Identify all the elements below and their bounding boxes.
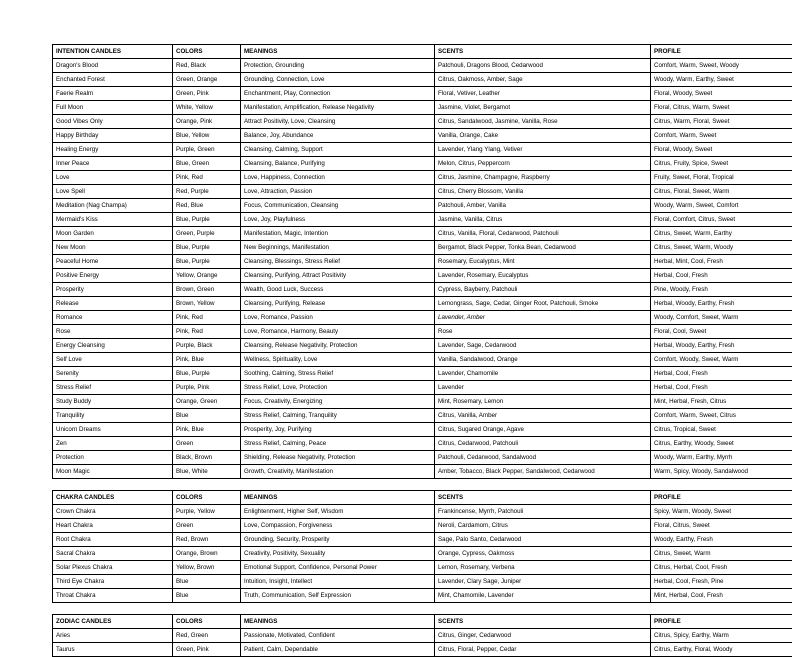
column-header: CHAKRA CANDLES: [53, 491, 173, 505]
table-zodiac-candles: [52, 614, 792, 657]
column-header: MEANINGS: [241, 615, 435, 629]
table-row: [53, 87, 792, 101]
table-cell: Cypress, Bayberry, Patchouli: [435, 283, 651, 297]
table-cell: Rose: [435, 325, 651, 339]
column-header: COLORS: [173, 615, 241, 629]
table-row: [53, 409, 792, 423]
table-cell: Citrus, Floral, Sweet, Warm: [651, 185, 792, 199]
table-cell: Citrus, Sweet, Warm: [651, 547, 792, 561]
candle-name-cell: Romance: [53, 311, 173, 325]
table-cell: Citrus, Warm, Floral, Sweet: [651, 115, 792, 129]
candle-name-cell: Dragon's Blood: [53, 59, 173, 73]
table-row: [53, 101, 792, 115]
table-cell: Citrus, Cedarwood, Patchouli: [435, 437, 651, 451]
table-cell: Grounding, Connection, Love: [241, 73, 435, 87]
column-header: ZODIAC CANDLES: [53, 615, 173, 629]
table-cell: Lemongrass, Sage, Cedar, Ginger Root, Patchouli, Smoke: [435, 297, 651, 311]
table-row: [53, 283, 792, 297]
table-cell: Wellness, Spirituality, Love: [241, 353, 435, 367]
candle-name-cell: Solar Plexus Chakra: [53, 561, 173, 575]
table-cell: Amber, Tobacco, Black Pepper, Sandalwood, Cedarwood: [435, 465, 651, 479]
table-cell: Floral, Citrus, Sweet: [651, 519, 792, 533]
table-cell: Citrus, Cherry Blossom, Vanilla: [435, 185, 651, 199]
table-cell: Focus, Communication, Cleansing: [241, 199, 435, 213]
table-cell: Green, Pink: [173, 643, 241, 657]
table-cell: Stress Relief, Calming, Tranquility: [241, 409, 435, 423]
table-cell: Neroli, Cardamom, Citrus: [435, 519, 651, 533]
table-cell: Mint, Herbal, Fresh, Citrus: [651, 395, 792, 409]
candle-name-cell: Inner Peace: [53, 157, 173, 171]
table-row: [53, 185, 792, 199]
table-cell: Woody, Earthy, Fresh: [651, 533, 792, 547]
table-cell: Patchouli, Dragons Blood, Cedarwood: [435, 59, 651, 73]
table-cell: Citrus, Herbal, Cool, Fresh: [651, 561, 792, 575]
table-cell: Herbal, Cool, Fresh: [651, 269, 792, 283]
table-cell: Truth, Communication, Self Expression: [241, 589, 435, 603]
candle-name-cell: New Moon: [53, 241, 173, 255]
table-cell: Patchouli, Cedarwood, Sandalwood: [435, 451, 651, 465]
table-cell: Love, Romance, Harmony, Beauty: [241, 325, 435, 339]
table-cell: Floral, Citrus, Warm, Sweet: [651, 101, 792, 115]
table-cell: Blue, Purple: [173, 213, 241, 227]
candle-name-cell: Tranquility: [53, 409, 173, 423]
table-row: [53, 519, 792, 533]
table-row: [53, 59, 792, 73]
table-cell: Pink, Red: [173, 311, 241, 325]
table-cell: Mint, Rosemary, Lemon: [435, 395, 651, 409]
table-row: [53, 143, 792, 157]
table-cell: Brown, Yellow: [173, 297, 241, 311]
candle-name-cell: Mermaid's Kiss: [53, 213, 173, 227]
table-cell: Green, Purple: [173, 227, 241, 241]
table-cell: Spicy, Warm, Woody, Sweet: [651, 505, 792, 519]
candle-name-cell: Moon Garden: [53, 227, 173, 241]
table-cell: Mint, Chamomile, Lavender: [435, 589, 651, 603]
table-row: [53, 629, 792, 643]
table-cell: Cleansing, Balance, Purifying: [241, 157, 435, 171]
table-row: [53, 297, 792, 311]
table-cell: Love, Romance, Passion: [241, 311, 435, 325]
table-cell: Herbal, Cool, Fresh, Pine: [651, 575, 792, 589]
table-row: [53, 423, 792, 437]
table-cell: Blue, White: [173, 465, 241, 479]
candle-name-cell: Third Eye Chakra: [53, 575, 173, 589]
candle-name-cell: Love Spell: [53, 185, 173, 199]
candle-name-cell: Energy Cleansing: [53, 339, 173, 353]
table-cell: Blue, Yellow: [173, 129, 241, 143]
table-cell: Blue, Purple: [173, 255, 241, 269]
table-cell: Patchouli, Amber, Vanilla: [435, 199, 651, 213]
candle-name-cell: Love: [53, 171, 173, 185]
table-row: [53, 157, 792, 171]
table-row: [53, 227, 792, 241]
column-header: PROFILE: [651, 45, 792, 59]
table-header-row: [53, 45, 792, 59]
candle-name-cell: Prosperity: [53, 283, 173, 297]
column-header: MEANINGS: [241, 491, 435, 505]
table-cell: Herbal, Woody, Earthy, Fresh: [651, 297, 792, 311]
table-cell: Pink, Red: [173, 171, 241, 185]
table-cell: Love, Attraction, Passion: [241, 185, 435, 199]
table-intention-candles: [52, 44, 792, 479]
candle-name-cell: Faerie Realm: [53, 87, 173, 101]
candle-name-cell: Peaceful Home: [53, 255, 173, 269]
column-header: COLORS: [173, 491, 241, 505]
table-cell: Citrus, Oakmoss, Amber, Sage: [435, 73, 651, 87]
table-cell: Citrus, Sweet, Warm, Woody: [651, 241, 792, 255]
table-cell: Citrus, Vanilla, Amber: [435, 409, 651, 423]
candle-name-cell: Taurus: [53, 643, 173, 657]
table-cell: Red, Blue: [173, 199, 241, 213]
table-cell: Purple, Yellow: [173, 505, 241, 519]
column-header: SCENTS: [435, 615, 651, 629]
table-row: [53, 339, 792, 353]
table-cell: Rosemary, Eucalyptus, Mint: [435, 255, 651, 269]
candle-name-cell: Throat Chakra: [53, 589, 173, 603]
table-cell: Blue: [173, 409, 241, 423]
table-cell: Woody, Warm, Sweet, Comfort: [651, 199, 792, 213]
table-row: [53, 561, 792, 575]
table-cell: Lavender, Sage, Cedarwood: [435, 339, 651, 353]
table-cell: Citrus, Vanilla, Floral, Cedarwood, Patchouli: [435, 227, 651, 241]
table-cell: Melon, Citrus, Peppercorn: [435, 157, 651, 171]
candle-name-cell: Study Buddy: [53, 395, 173, 409]
table-row: [53, 129, 792, 143]
table-spacer: [52, 603, 744, 614]
table-row: [53, 241, 792, 255]
table-cell: Blue: [173, 589, 241, 603]
table-cell: Floral, Cool, Sweet: [651, 325, 792, 339]
table-row: [53, 213, 792, 227]
table-cell: Yellow, Brown: [173, 561, 241, 575]
table-cell: Floral, Comfort, Citrus, Sweet: [651, 213, 792, 227]
table-cell: Stress Relief, Love, Protection: [241, 381, 435, 395]
table-cell: Purple, Green: [173, 143, 241, 157]
table-cell: New Beginnings, Manifestation: [241, 241, 435, 255]
table-cell: Grounding, Security, Prosperity: [241, 533, 435, 547]
table-row: [53, 325, 792, 339]
table-row: [53, 547, 792, 561]
table-row: [53, 465, 792, 479]
table-cell: Prosperity, Joy, Purifying: [241, 423, 435, 437]
table-cell: Red, Purple: [173, 185, 241, 199]
table-spacer: [52, 479, 744, 490]
table-cell: Comfort, Warm, Sweet: [651, 129, 792, 143]
table-cell: Purple, Black: [173, 339, 241, 353]
table-cell: Passionate, Motivated, Confident: [241, 629, 435, 643]
table-cell: Green, Pink: [173, 87, 241, 101]
table-cell: Frankincense, Myrrh, Patchouli: [435, 505, 651, 519]
table-cell: Citrus, Sugared Orange, Agave: [435, 423, 651, 437]
table-cell: Citrus, Fruity, Spice, Sweet: [651, 157, 792, 171]
table-cell: Lavender, Clary Sage, Juniper: [435, 575, 651, 589]
table-cell: Citrus, Floral, Pepper, Cedar: [435, 643, 651, 657]
table-cell: Orange, Pink: [173, 115, 241, 129]
table-cell: Enchantment, Play, Connection: [241, 87, 435, 101]
candle-name-cell: Full Moon: [53, 101, 173, 115]
table-cell: Citrus, Tropical, Sweet: [651, 423, 792, 437]
table-cell: Pink, Blue: [173, 353, 241, 367]
table-cell: Pine, Woody, Fresh: [651, 283, 792, 297]
table-row: [53, 381, 792, 395]
table-cell: Floral, Woody, Sweet: [651, 143, 792, 157]
table-row: [53, 643, 792, 657]
table-cell: Blue, Green: [173, 157, 241, 171]
table-cell: Lavender, Rosemary, Eucalyptus: [435, 269, 651, 283]
table-row: [53, 437, 792, 451]
table-cell: Cleansing, Calming, Support: [241, 143, 435, 157]
table-chakra-candles: [52, 490, 792, 603]
table-cell: Intuition, Insight, Intellect: [241, 575, 435, 589]
table-cell: Lavender, Chamomile: [435, 367, 651, 381]
table-cell: Citrus, Spicy, Earthy, Warm: [651, 629, 792, 643]
table-row: [53, 451, 792, 465]
table-cell: Herbal, Cool, Fresh: [651, 381, 792, 395]
candle-name-cell: Rose: [53, 325, 173, 339]
table-cell: Fruity, Sweet, Floral, Tropical: [651, 171, 792, 185]
candle-name-cell: Self Love: [53, 353, 173, 367]
column-header: COLORS: [173, 45, 241, 59]
table-row: [53, 353, 792, 367]
table-cell: Love, Joy, Playfulness: [241, 213, 435, 227]
table-cell: Woody, Comfort, Sweet, Warm: [651, 311, 792, 325]
table-cell: Lavender, Amber: [435, 311, 651, 325]
table-row: [53, 395, 792, 409]
table-row: [53, 575, 792, 589]
table-cell: Balance, Joy, Abundance: [241, 129, 435, 143]
table-cell: Love, Happiness, Connection: [241, 171, 435, 185]
table-cell: Citrus, Jasmine, Champagne, Raspberry: [435, 171, 651, 185]
table-cell: Growth, Creativity, Manifestation: [241, 465, 435, 479]
table-cell: Warm, Spicy, Woody, Sandalwood: [651, 465, 792, 479]
table-row: [53, 505, 792, 519]
table-cell: Emotional Support, Confidence, Personal Power: [241, 561, 435, 575]
table-cell: Manifestation, Magic, Intention: [241, 227, 435, 241]
table-cell: Manifestation, Amplification, Release Negativity: [241, 101, 435, 115]
table-cell: Soothing, Calming, Stress Relief: [241, 367, 435, 381]
table-cell: Citrus, Earthy, Floral, Woody: [651, 643, 792, 657]
table-cell: Red, Black: [173, 59, 241, 73]
candle-name-cell: Zen: [53, 437, 173, 451]
table-cell: Blue, Purple: [173, 367, 241, 381]
table-row: [53, 199, 792, 213]
candle-name-cell: Unicorn Dreams: [53, 423, 173, 437]
candle-name-cell: Protection: [53, 451, 173, 465]
table-cell: Comfort, Warm, Sweet, Citrus: [651, 409, 792, 423]
table-cell: Vanilla, Orange, Cake: [435, 129, 651, 143]
table-cell: Green, Orange: [173, 73, 241, 87]
table-cell: Patient, Calm, Dependable: [241, 643, 435, 657]
table-cell: Love, Compassion, Forgiveness: [241, 519, 435, 533]
table-cell: Creativity, Positivity, Sexuality: [241, 547, 435, 561]
table-row: [53, 255, 792, 269]
table-cell: Focus, Creativity, Energizing: [241, 395, 435, 409]
table-row: [53, 589, 792, 603]
column-header: MEANINGS: [241, 45, 435, 59]
table-cell: Stress Relief, Calming, Peace: [241, 437, 435, 451]
candle-name-cell: Release: [53, 297, 173, 311]
table-cell: Jasmine, Violet, Bergamot: [435, 101, 651, 115]
table-cell: Lavender, Ylang Ylang, Vetiver: [435, 143, 651, 157]
table-cell: Floral, Vetiver, Leather: [435, 87, 651, 101]
table-cell: Herbal, Woody, Earthy, Fresh: [651, 339, 792, 353]
table-cell: Orange, Green: [173, 395, 241, 409]
candle-name-cell: Positive Energy: [53, 269, 173, 283]
table-cell: Pink, Blue: [173, 423, 241, 437]
column-header: PROFILE: [651, 491, 792, 505]
table-row: [53, 171, 792, 185]
candle-name-cell: Crown Chakra: [53, 505, 173, 519]
table-cell: Orange, Brown: [173, 547, 241, 561]
candle-name-cell: Meditation (Nag Champa): [53, 199, 173, 213]
table-header-row: [53, 491, 792, 505]
table-cell: Green: [173, 437, 241, 451]
candle-name-cell: Serenity: [53, 367, 173, 381]
table-cell: White, Yellow: [173, 101, 241, 115]
table-cell: Purple, Pink: [173, 381, 241, 395]
column-header: PROFILE: [651, 615, 792, 629]
candle-name-cell: Stress Relief: [53, 381, 173, 395]
table-cell: Sage, Palo Santo, Cedarwood: [435, 533, 651, 547]
table-cell: Cleansing, Purifying, Release: [241, 297, 435, 311]
candle-name-cell: Moon Magic: [53, 465, 173, 479]
candle-name-cell: Heart Chakra: [53, 519, 173, 533]
table-cell: Attract Positivity, Love, Cleansing: [241, 115, 435, 129]
table-cell: Lavender: [435, 381, 651, 395]
table-row: [53, 73, 792, 87]
table-cell: Blue: [173, 575, 241, 589]
candle-name-cell: Good Vibes Only: [53, 115, 173, 129]
table-header-row: [53, 615, 792, 629]
candle-name-cell: Sacral Chakra: [53, 547, 173, 561]
table-cell: Pink, Red: [173, 325, 241, 339]
table-cell: Floral, Woody, Sweet: [651, 87, 792, 101]
table-cell: Green: [173, 519, 241, 533]
table-cell: Cleansing, Blessings, Stress Relief: [241, 255, 435, 269]
table-cell: Vanilla, Sandalwood, Orange: [435, 353, 651, 367]
table-cell: Bergamot, Black Pepper, Tonka Bean, Cedarwood: [435, 241, 651, 255]
candle-name-cell: Aries: [53, 629, 173, 643]
candle-name-cell: Happy Birthday: [53, 129, 173, 143]
table-cell: Lemon, Rosemary, Verbena: [435, 561, 651, 575]
table-cell: Black, Brown: [173, 451, 241, 465]
table-row: [53, 115, 792, 129]
table-cell: Cleansing, Release Negativity, Protection: [241, 339, 435, 353]
table-row: [53, 533, 792, 547]
table-cell: Blue, Purple: [173, 241, 241, 255]
column-header: SCENTS: [435, 45, 651, 59]
table-cell: Jasmine, Vanilla, Citrus: [435, 213, 651, 227]
candle-name-cell: Healing Energy: [53, 143, 173, 157]
table-cell: Brown, Green: [173, 283, 241, 297]
table-cell: Red, Green: [173, 629, 241, 643]
table-row: [53, 269, 792, 283]
candle-tables-container: [52, 44, 744, 657]
table-row: [53, 367, 792, 381]
table-cell: Orange, Cypress, Oakmoss: [435, 547, 651, 561]
table-cell: Shielding, Release Negativity, Protection: [241, 451, 435, 465]
table-cell: Protection, Grounding: [241, 59, 435, 73]
candle-name-cell: Root Chakra: [53, 533, 173, 547]
table-cell: Woody, Warm, Earthy, Sweet: [651, 73, 792, 87]
column-header: INTENTION CANDLES: [53, 45, 173, 59]
table-cell: Comfort, Woody, Sweet, Warm: [651, 353, 792, 367]
table-cell: Herbal, Cool, Fresh: [651, 367, 792, 381]
table-cell: Enlightenment, Higher Self, Wisdom: [241, 505, 435, 519]
candle-name-cell: Enchanted Forest: [53, 73, 173, 87]
table-cell: Citrus, Sweet, Warm, Earthy: [651, 227, 792, 241]
table-cell: Citrus, Earthy, Woody, Sweet: [651, 437, 792, 451]
table-cell: Herbal, Mint, Cool, Fresh: [651, 255, 792, 269]
table-cell: Woody, Warm, Earthy, Myrrh: [651, 451, 792, 465]
table-cell: Citrus, Ginger, Cedarwood: [435, 629, 651, 643]
table-cell: Citrus, Sandalwood, Jasmine, Vanilla, Rose: [435, 115, 651, 129]
table-cell: Wealth, Good Luck, Success: [241, 283, 435, 297]
table-cell: Yellow, Orange: [173, 269, 241, 283]
column-header: SCENTS: [435, 491, 651, 505]
table-row: [53, 311, 792, 325]
table-cell: Cleansing, Purifying, Attract Positivity: [241, 269, 435, 283]
table-cell: Mint, Herbal, Cool, Fresh: [651, 589, 792, 603]
table-cell: Comfort, Warm, Sweet, Woody: [651, 59, 792, 73]
table-cell: Red, Brown: [173, 533, 241, 547]
